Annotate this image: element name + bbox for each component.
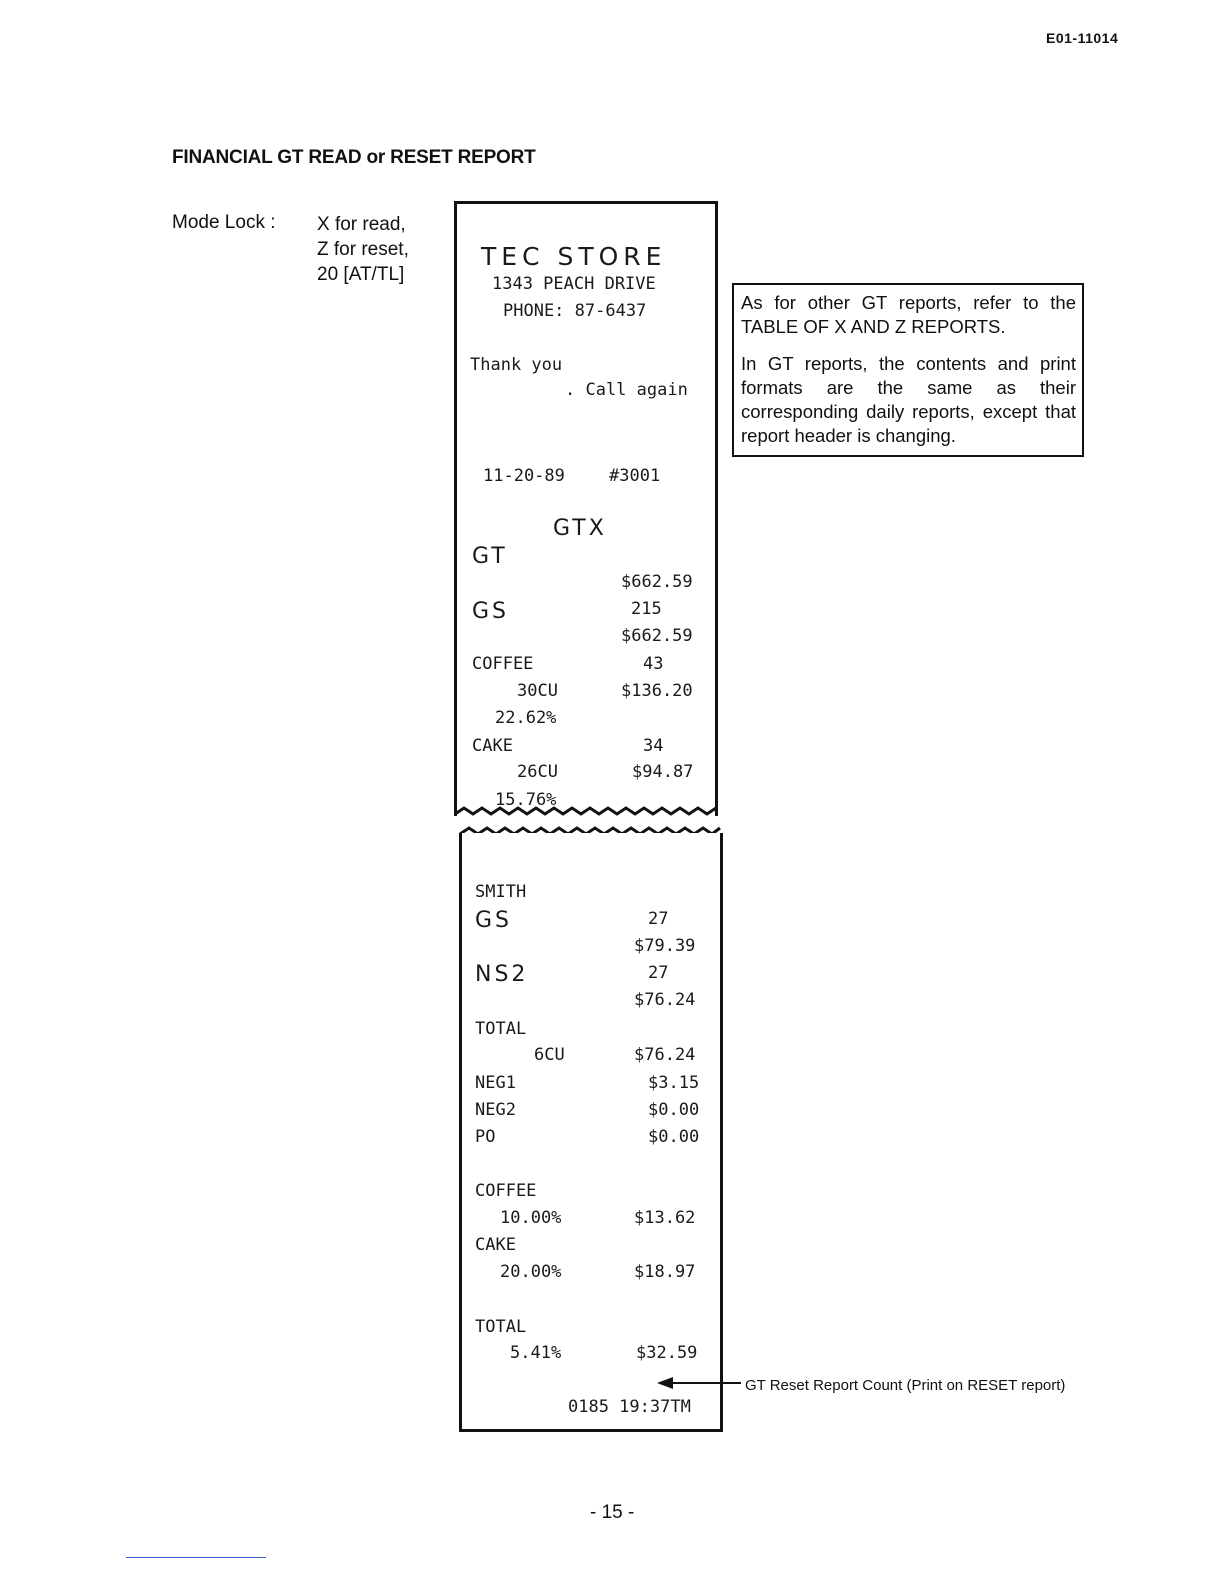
receipt-consecutive-number: #3001 [609,466,661,486]
report-header: GTX [553,516,607,541]
coffee2-percent: 10.00% [500,1208,562,1228]
cake-label: CAKE [472,736,513,756]
receipt-bottom [459,833,723,1432]
cake-percent: 15.76% [495,790,557,810]
mode-lock-values [317,212,409,287]
neg1-label: NEG1 [475,1073,516,1093]
gt-amount: $662.59 [621,572,693,592]
coffee-quantity: 30CU [517,681,558,701]
call-again-message: . Call again [565,380,688,400]
clerk-name: SMITH [475,882,527,902]
cake2-percent: 20.00% [500,1262,562,1282]
neg2-amount: $0.00 [648,1100,700,1120]
total-label: TOTAL [475,1019,527,1039]
gt-label: GT [472,544,508,569]
thank-you-message: Thank you [470,355,563,375]
cake-quantity: 26CU [517,762,558,782]
cake2-label: CAKE [475,1235,516,1255]
total2-percent: 5.41% [510,1343,562,1363]
gs2-amount: $79.39 [634,936,696,956]
gs-amount: $662.59 [621,626,693,646]
total-amount: $76.24 [634,1045,696,1065]
page-number: - 15 - [590,1502,635,1523]
cake2-amount: $18.97 [634,1262,696,1282]
gs-label: GS [472,599,510,624]
po-label: PO [475,1127,496,1147]
coffee-percent: 22.62% [495,708,557,728]
note-box [732,283,1084,457]
store-name: TEC STORE [481,242,667,271]
mode-lock-read: X for read, [317,214,406,235]
coffee-amount: $136.20 [621,681,693,701]
mode-lock-label: Mode Lock : [172,212,276,233]
total2-amount: $32.59 [636,1343,698,1363]
mode-lock-reset: Z for reset, [317,239,409,260]
store-phone: PHONE: 87-6437 [503,301,647,321]
note-paragraph-1: As for other GT reports, refer to the TABLE OF X AND Z REPORTS. [741,292,1076,337]
document-id: E01-11014 [1046,30,1119,46]
footer-rule [126,1557,266,1558]
left-arrow-icon [655,1374,745,1392]
gs2-count: 27 [648,909,669,929]
coffee2-amount: $13.62 [634,1208,696,1228]
ns2-amount: $76.24 [634,990,696,1010]
coffee-count: 43 [643,654,664,674]
page-title: FINANCIAL GT READ or RESET REPORT [172,147,536,168]
receipt-top [454,201,718,816]
note-paragraph-2: In GT reports, the contents and print formats are the same as their corresponding daily reports, except that report header is changing. [741,353,1076,446]
receipt-date: 11-20-89 [483,466,565,486]
ns2-count: 27 [648,963,669,983]
gs-count: 215 [631,599,662,619]
total2-label: TOTAL [475,1317,527,1337]
cake-count: 34 [643,736,664,756]
gs2-label: GS [475,908,513,933]
mode-lock-key: 20 [AT/TL] [317,264,405,285]
neg2-label: NEG2 [475,1100,516,1120]
po-amount: $0.00 [648,1127,700,1147]
cake-amount: $94.87 [632,762,694,782]
receipt-footer: 0185 19:37TM [568,1397,691,1417]
total-quantity: 6CU [534,1045,565,1065]
coffee2-label: COFFEE [475,1181,537,1201]
store-address: 1343 PEACH DRIVE [492,274,656,294]
reset-count-note: GT Reset Report Count (Print on RESET report) [745,1377,1066,1394]
ns2-label: NS2 [475,962,529,987]
neg1-amount: $3.15 [648,1073,700,1093]
coffee-label: COFFEE [472,654,534,674]
